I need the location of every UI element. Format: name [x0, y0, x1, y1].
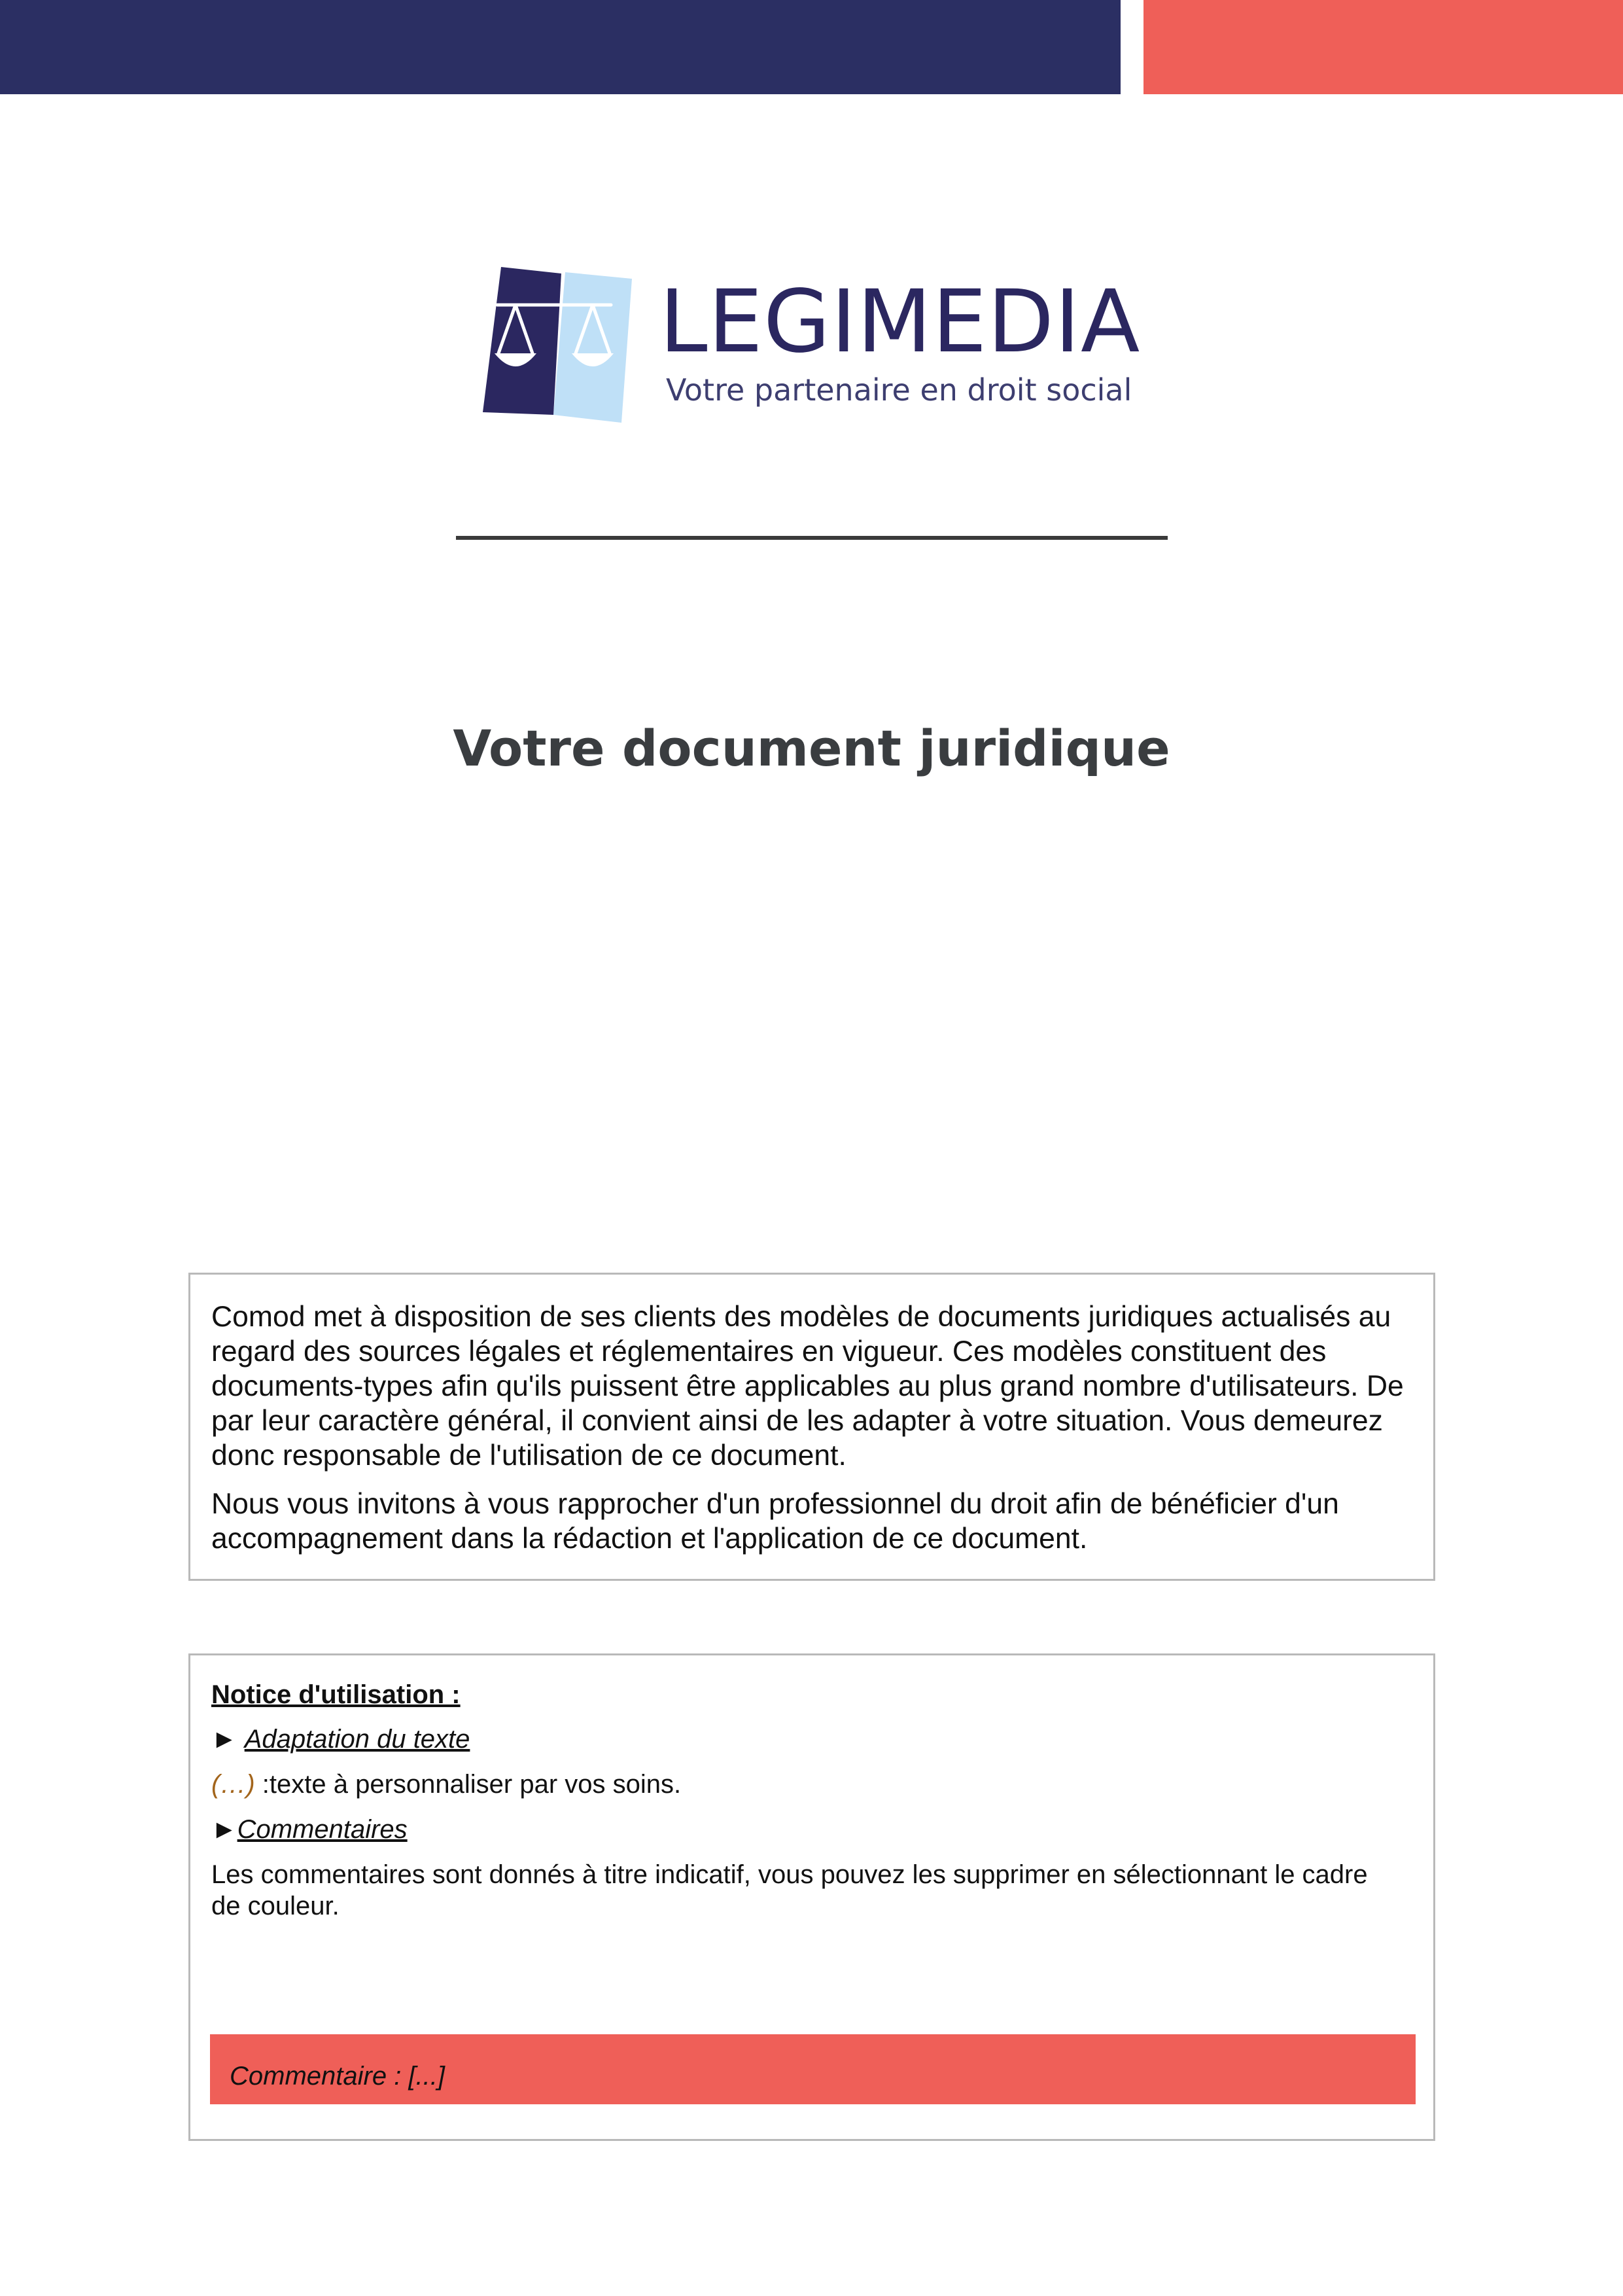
notice-comments-line [211, 1814, 408, 1845]
disclaimer-box [188, 1273, 1435, 1581]
disclaimer-paragraph: Nous vous invitons à vous rapprocher d'un professionnel du droit afin de bénéficier d'un accompagnement dans la rédaction et l'application de ce document. [211, 1488, 1339, 1555]
header-bar-coral [1143, 0, 1623, 94]
comment-frame[interactable] [210, 2034, 1416, 2104]
comment-placeholder-text: Commentaire : [...] [230, 2062, 445, 2091]
placeholder-description: :texte à personnaliser par vos soins. [262, 1770, 682, 1799]
disclaimer-paragraph: Comod met à disposition de ses clients des modèles de documents juridiques actualisés au regard des sources légales et réglementaires en vigueur. Ces modèles constituent des documents-types afin qu'ils puissent être applicables au plus grand nombre d'utilisateurs. De par leur caractère général, il convient ainsi de les adapter à votre situation. Vous demeurez donc responsable de l'utilisation de ce document. [211, 1301, 1404, 1472]
header-bar-navy [0, 0, 1121, 94]
brand-tagline: Votre partenaire en droit social [666, 372, 1132, 408]
usage-notice-box [188, 1653, 1435, 2141]
comments-label: Commentaires [237, 1815, 408, 1844]
brand-name: LEGIMEDIA [659, 272, 1141, 372]
adaptation-label: Adaptation du texte [244, 1725, 470, 1754]
triangle-right-icon: ► [211, 1815, 237, 1844]
title-divider [456, 536, 1168, 540]
document-title: Votre document juridique [453, 719, 1170, 777]
legimedia-logo [483, 267, 1150, 424]
comments-description: Les commentaires sont donnés à titre indicatif, vous pouvez les supprimer en sélectionnant le cadre de couleur. [211, 1860, 1368, 1920]
notice-placeholder-line [211, 1769, 681, 1800]
notice-heading: Notice d'utilisation : [211, 1680, 461, 1709]
scales-of-justice-icon [483, 267, 633, 424]
triangle-right-icon: ► [211, 1725, 245, 1754]
notice-adaptation-line [211, 1723, 470, 1755]
placeholder-marker: (…) [211, 1770, 262, 1799]
